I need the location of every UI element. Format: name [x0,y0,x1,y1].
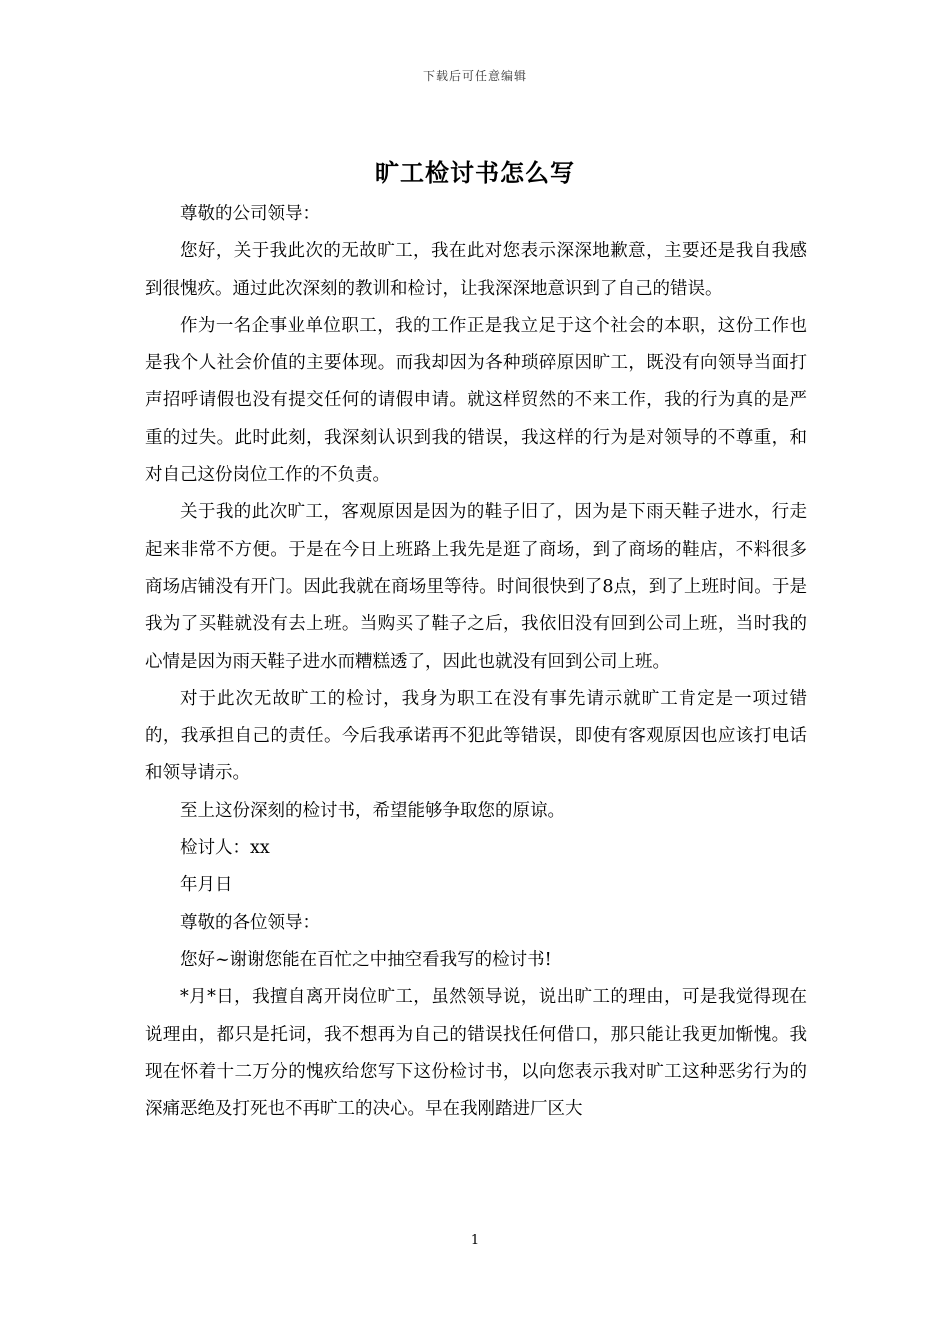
salutation: 尊敬的公司领导： [180,204,320,224]
document-body [145,196,807,1128]
paragraph: 对于此次无故旷工的检讨，我身为职工在没有事先请示就旷工肯定是一项过错的，我承担自己的责任。今后我承诺再不犯此等错误，即使有客观原因也应该打电话和领导请示。 [145,688,807,784]
date-line: 年月日 [180,875,233,896]
salutation: 尊敬的各位领导： [180,912,320,933]
paragraph: 您好，关于我此次的无故旷工，我在此对您表示深深地歉意，主要还是我自我感到很愧疚。通过此次深刻的教训和检讨，让我深深地意识到了自己的错误。 [145,241,807,299]
page-number: 1 [470,1233,480,1248]
signature-line: 检讨人：xx [180,838,270,859]
paragraph: 至上这份深刻的检讨书，希望能够争取您的原谅。 [180,800,565,821]
paragraph: *月*日，我擅自离开岗位旷工，虽然领导说，说出旷工的理由，可是我觉得现在说理由，都只是托词，我不想再为自己的错误找任何借口，那只能让我更加惭愧。我现在怀着十二万分的愧疚给您写下这份检讨书，以向您表示我对旷工这种恶劣行为的深痛恶绝及打死也不再旷工的决心。早在我刚踏进厂区大 [145,987,807,1120]
document-title: 旷工检讨书怎么写 [375,158,575,187]
paragraph: 您好~谢谢您能在百忙之中抽空看我写的检讨书! [180,949,552,970]
paragraph: 作为一名企事业单位职工，我的工作正是我立足于这个社会的本职，这份工作也是我个人社会价值的主要体现。而我却因为各种琐碎原因旷工，既没有向领导当面打声招呼请假也没有提交任何的请假申请。就这样贸然的不来工作，我的行为真的是严重的过失。此时此刻，我深刻认识到我的错误，我这样的行为是对领导的不尊重，和对自己这份岗位工作的不负责。 [145,315,807,486]
header-note: 下载后可任意编辑 [422,69,527,83]
paragraph: 关于我的此次旷工，客观原因是因为的鞋子旧了，因为是下雨天鞋子进水，行走起来非常不方便。于是在今日上班路上我先是逛了商场，到了商场的鞋店，不料很多商场店铺没有开门。因此我就在商场里等待。时间很快到了8点，到了上班时间。于是我为了买鞋就没有去上班。当购买了鞋子之后，我依旧没有回到公司上班，当时我的心情是因为雨天鞋子进水而糟糕透了，因此也就没有回到公司上班。 [145,502,807,672]
